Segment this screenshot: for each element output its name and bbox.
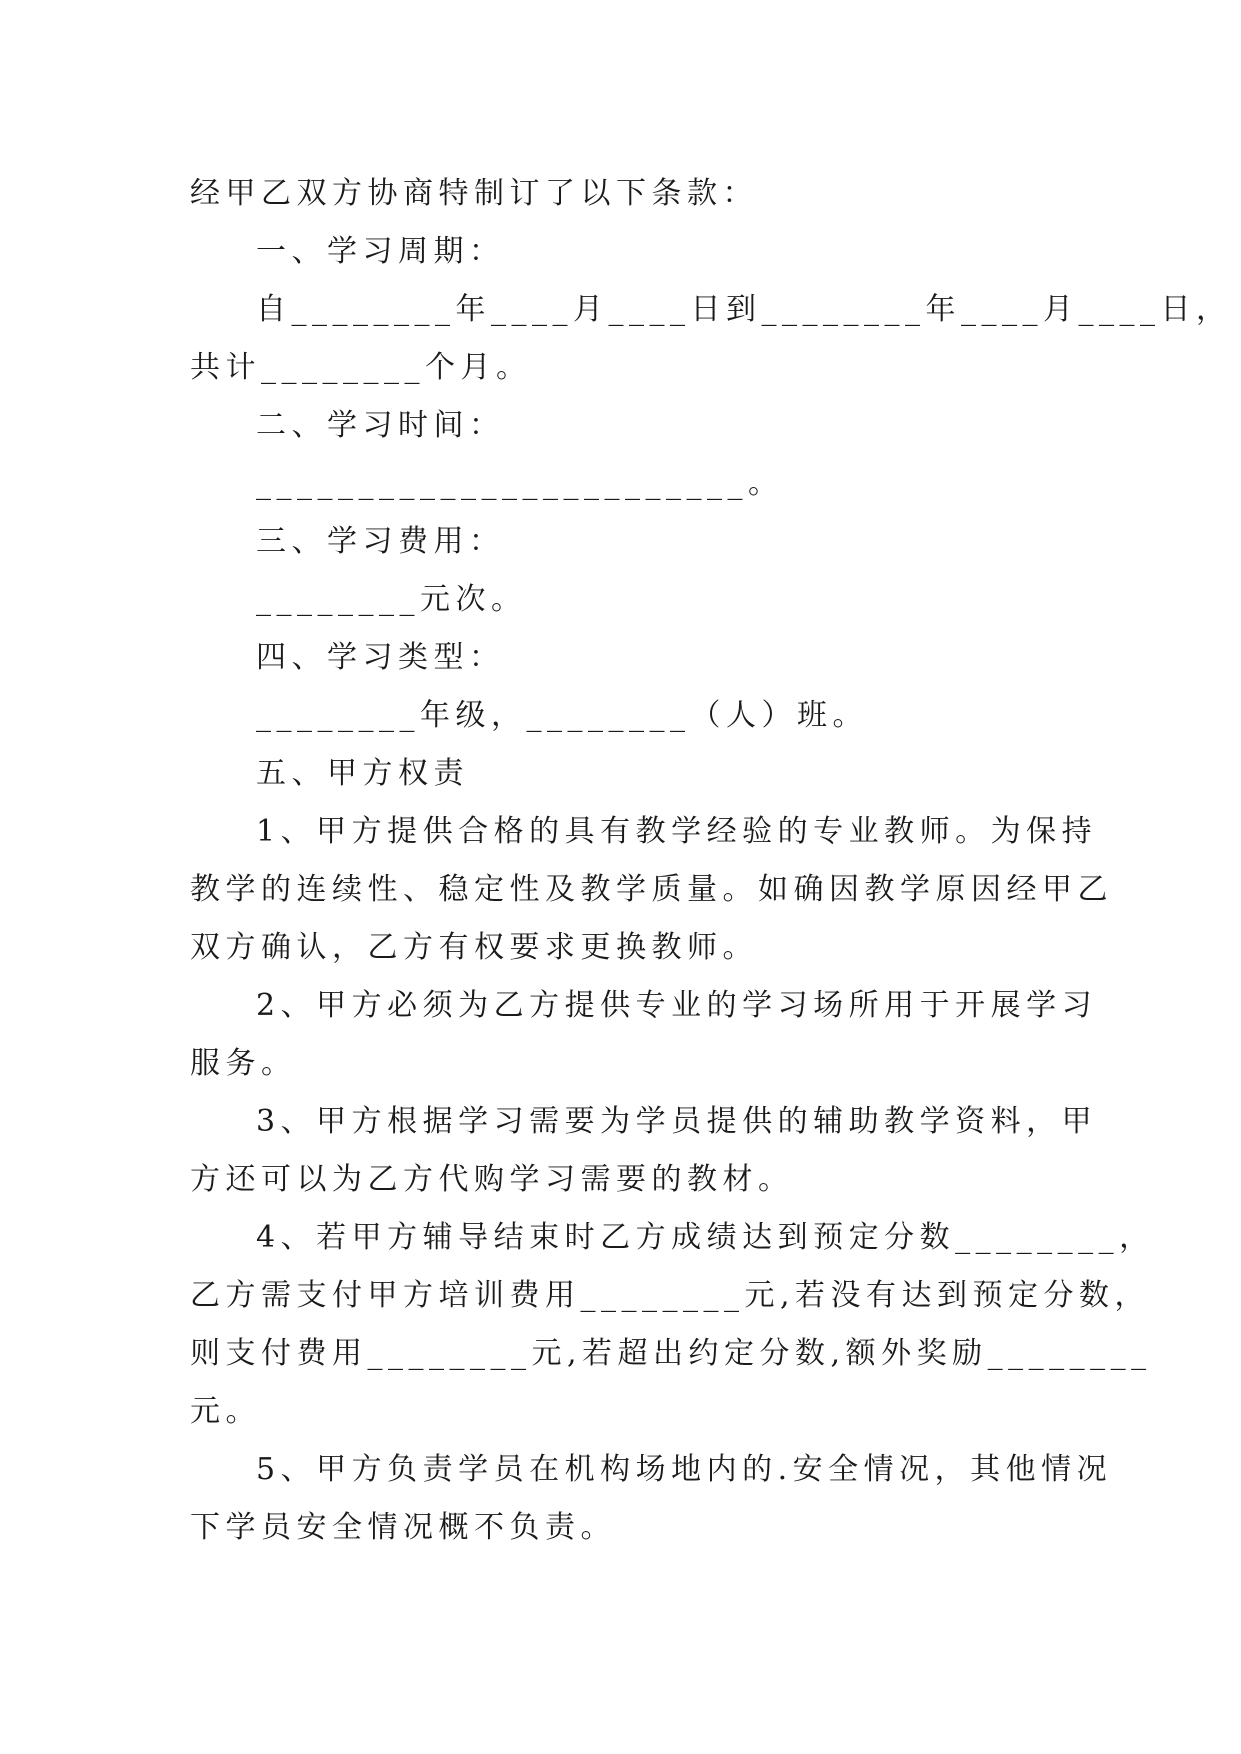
clause-4-line-3: 则支付费用________元,若超出约定分数,额外奖励________ (190, 1336, 1152, 1371)
section-2-heading: 二、学习时间： (256, 408, 505, 443)
clause-5-line-2: 下学员安全情况概不负责。 (190, 1510, 616, 1545)
study-period-line-1: 自________年____月____日到________年____月____日， (256, 292, 1232, 327)
section-3-heading: 三、学习费用： (256, 524, 505, 559)
section-5-heading: 五、甲方权责 (256, 756, 469, 791)
clause-4-line-4: 元。 (190, 1394, 261, 1429)
clause-4-line-1: 4、若甲方辅导结束时乙方成绩达到预定分数________， (256, 1220, 1155, 1255)
clause-1-line-2: 教学的连续性、稳定性及教学质量。如确因教学原因经甲乙 (190, 872, 1113, 907)
section-4-heading: 四、学习类型： (256, 640, 505, 675)
clause-3-line-2: 方还可以为乙方代购学习需要的教材。 (190, 1162, 794, 1197)
clause-3-line-1: 3、甲方根据学习需要为学员提供的辅助教学资料，甲 (256, 1104, 1098, 1139)
clause-5-line-1: 5、甲方负责学员在机构场地内的.安全情况，其他情况 (256, 1452, 1113, 1487)
study-period-line-2: 共计________个月。 (190, 350, 532, 385)
clause-2-line-2: 服务。 (190, 1046, 297, 1081)
clause-1-line-3: 双方确认，乙方有权要求更换教师。 (190, 930, 758, 965)
section-1-heading: 一、学习周期： (256, 234, 505, 269)
clause-1-line-1: 1、甲方提供合格的具有教学经验的专业教师。为保持 (256, 814, 1098, 849)
clause-2-line-1: 2、甲方必须为乙方提供专业的学习场所用于开展学习 (256, 988, 1098, 1023)
clause-4-line-2: 乙方需支付甲方培训费用________元,若没有达到预定分数， (190, 1278, 1151, 1313)
study-type-line: ________年级，________（人）班。 (256, 698, 868, 733)
study-time-line: ________________________。 (256, 466, 784, 501)
document-body (190, 165, 1232, 1557)
intro-line: 经甲乙双方协商特制订了以下条款： (190, 176, 758, 211)
study-fee-line: ________元次。 (256, 582, 527, 617)
